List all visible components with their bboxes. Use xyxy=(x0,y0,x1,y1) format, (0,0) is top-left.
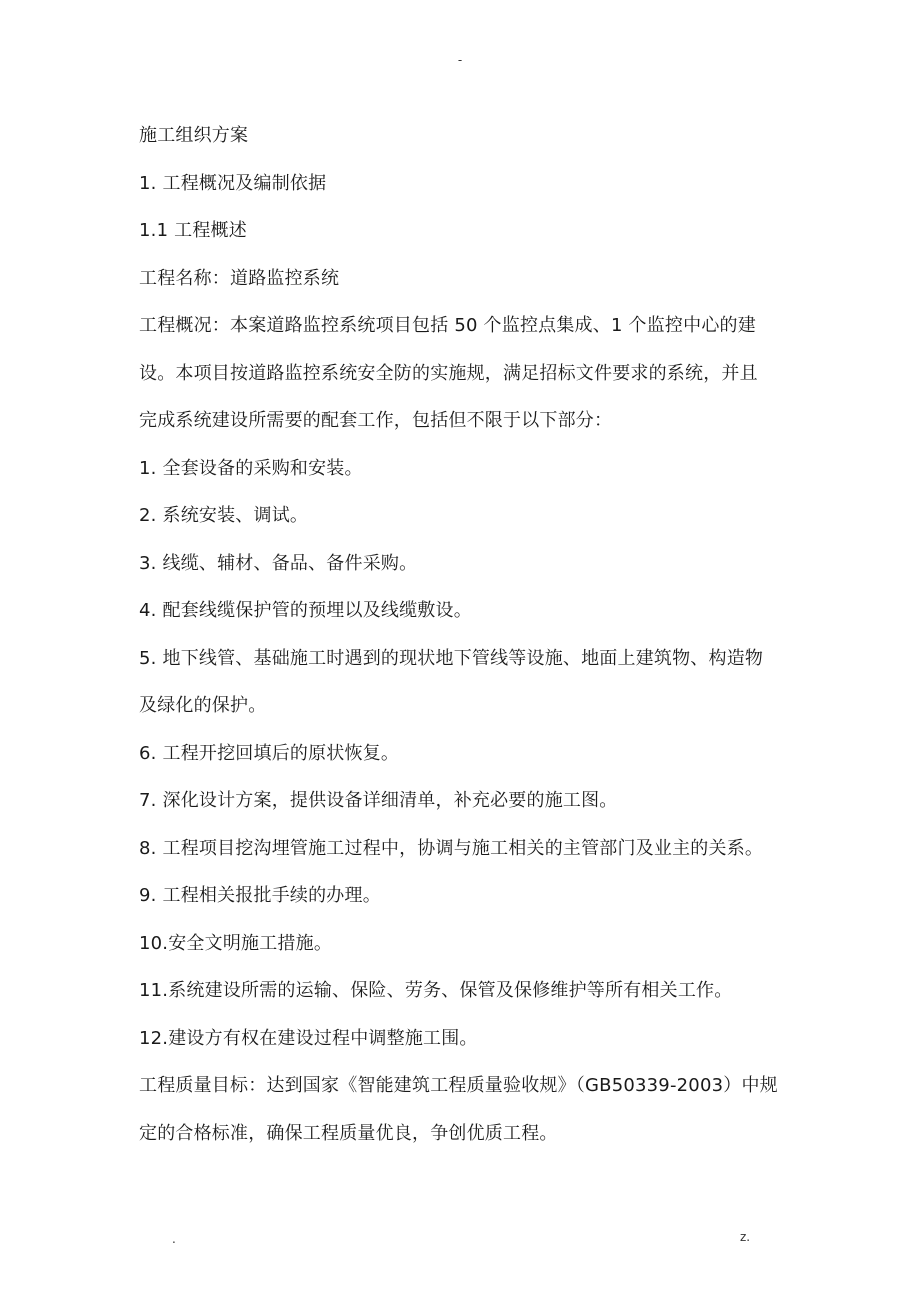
list-item-continuation: 及绿化的保护。 xyxy=(139,695,267,716)
footer-left-mark: . xyxy=(172,1232,176,1246)
overview-paragraph-line: 工程概况：本案道路监控系统项目包括 50 个监控点集成、1 个监控中心的建 xyxy=(139,315,756,336)
list-item: 7. 深化设计方案，提供设备详细清单，补充必要的施工图。 xyxy=(139,790,618,811)
list-item: 4. 配套线缆保护管的预埋以及线缆敷设。 xyxy=(139,600,472,621)
list-item: 9. 工程相关报批手续的办理。 xyxy=(139,885,381,906)
quality-target-line: 工程质量目标：达到国家《智能建筑工程质量验收规》（GB50339-2003）中规 xyxy=(139,1075,778,1096)
section-heading: 1. 工程概况及编制依据 xyxy=(139,172,327,194)
list-item: 11.系统建设所需的运输、保险、劳务、保管及保修维护等所有相关工作。 xyxy=(139,980,733,1001)
document-title: 施工组织方案 xyxy=(139,125,249,146)
document-body xyxy=(139,112,799,1157)
list-item: 2. 系统安装、调试。 xyxy=(139,505,309,526)
overview-paragraph-line: 设。本项目按道路监控系统安全防的实施规，满足招标文件要求的系统，并且 xyxy=(139,362,758,384)
list-item: 6. 工程开挖回填后的原状恢复。 xyxy=(139,742,400,764)
list-item: 10.安全文明施工措施。 xyxy=(139,932,333,954)
quality-target-line: 定的合格标准，确保工程质量优良，争创优质工程。 xyxy=(139,1122,558,1144)
page-header-mark: - xyxy=(457,53,463,67)
subsection-heading: 1.1 工程概述 xyxy=(139,220,247,241)
list-item: 5. 地下线管、基础施工时遇到的现状地下管线等设施、地面上建筑物、构造物 xyxy=(139,647,764,669)
list-item: 3. 线缆、辅材、备品、备件采购。 xyxy=(139,552,418,574)
overview-paragraph-line: 完成系统建设所需要的配套工作，包括但不限于以下部分： xyxy=(139,410,613,431)
list-item: 12.建设方有权在建设过程中调整施工围。 xyxy=(139,1027,478,1049)
footer-right-mark: z. xyxy=(740,1230,751,1244)
list-item: 8. 工程项目挖沟埋管施工过程中，协调与施工相关的主管部门及业主的关系。 xyxy=(139,837,764,859)
project-name: 工程名称：道路监控系统 xyxy=(139,267,340,289)
list-item: 1. 全套设备的采购和安装。 xyxy=(139,457,363,479)
